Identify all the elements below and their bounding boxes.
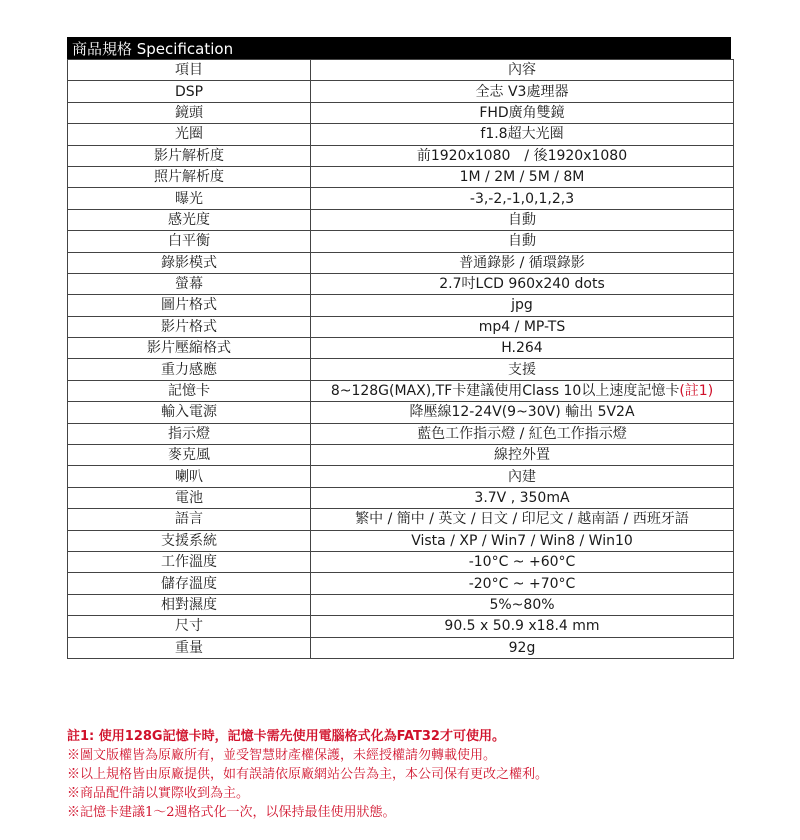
spec-value (311, 102, 734, 123)
spec-item: 相對濕度 (68, 594, 311, 615)
spec-value-text: 內建 (508, 468, 536, 485)
spec-value-text: 線控外置 (494, 447, 550, 464)
spec-value (311, 380, 734, 401)
table-row (68, 102, 734, 123)
spec-title-bar (238, 37, 731, 59)
spec-value (311, 359, 734, 380)
spec-value-text: Vista / XP / Win7 / Win8 / Win10 (411, 532, 633, 549)
spec-value-text: 全志 V3處理器 (475, 83, 569, 100)
table-row (68, 359, 734, 380)
spec-value-text: 自動 (508, 233, 536, 250)
note-1: 註1: 使用128G記憶卡時，記憶卡需先使用電腦格式化為FAT32才可使用。 (67, 729, 505, 744)
spec-item: 指示燈 (68, 423, 311, 444)
spec-value-text: FHD廣角雙鏡 (479, 104, 565, 121)
spec-value-text: 普通錄影 / 循環錄影 (459, 254, 585, 271)
spec-item: 重量 (68, 637, 311, 658)
table-row (68, 209, 734, 230)
spec-item: 螢幕 (68, 273, 311, 294)
spec-value-text: -10°C ~ +60°C (468, 554, 576, 571)
spec-value (311, 124, 734, 145)
spec-item: 電池 (68, 487, 311, 508)
spec-value-text: 自動 (508, 211, 536, 228)
spec-item: 鏡頭 (68, 102, 311, 123)
spec-value (311, 316, 734, 337)
spec-value-text: 8~128G(MAX),TF卡建議使用Class 10以上速度記憶卡 (330, 383, 680, 400)
spec-value (311, 252, 734, 273)
spec-value-text: f1.8超大光圈 (480, 126, 564, 143)
table-row (68, 273, 734, 294)
spec-value-text: -3,-2,-1,0,1,2,3 (469, 190, 575, 207)
spec-item: 影片格式 (68, 316, 311, 337)
spec-item: 影片解析度 (68, 145, 311, 166)
spec-item: 影片壓縮格式 (68, 338, 311, 359)
table-row (68, 124, 734, 145)
spec-value-text: H.264 (501, 340, 543, 357)
spec-table-section (67, 37, 731, 659)
spec-value-text: mp4 / MP-TS (478, 318, 566, 335)
spec-value (311, 166, 734, 187)
spec-item: 麥克風 (68, 445, 311, 466)
spec-item: 白平衡 (68, 231, 311, 252)
spec-value (311, 573, 734, 594)
note-item: ※商品配件請以實際收到為主。 (67, 786, 250, 801)
table-row (68, 487, 734, 508)
table-row (68, 81, 734, 102)
spec-value-text: 前1920x1080 / 後1920x1080 (416, 147, 628, 164)
spec-value-text: 降壓線12-24V(9~30V) 輸出 5V2A (409, 404, 635, 421)
spec-value (311, 509, 734, 530)
table-row (68, 145, 734, 166)
table-row (68, 252, 734, 273)
table-row (68, 188, 734, 209)
spec-value-text: 支援 (508, 361, 536, 378)
spec-value (311, 402, 734, 423)
spec-value-note: (註1) (679, 383, 714, 400)
column-header-item: 項目 (68, 60, 311, 81)
table-row (68, 616, 734, 637)
spec-value (311, 295, 734, 316)
table-row (68, 530, 734, 551)
table-row (68, 402, 734, 423)
spec-value (311, 594, 734, 615)
spec-item: 工作溫度 (68, 551, 311, 572)
table-row (68, 509, 734, 530)
spec-value-text: 1M / 2M / 5M / 8M (459, 169, 585, 186)
spec-item: 語言 (68, 509, 311, 530)
spec-value (311, 466, 734, 487)
spec-value (311, 231, 734, 252)
spec-item: 照片解析度 (68, 166, 311, 187)
spec-item: 儲存溫度 (68, 573, 311, 594)
spec-value (311, 273, 734, 294)
table-row (68, 637, 734, 658)
spec-value-text: 2.7吋LCD 960x240 dots (439, 276, 605, 293)
spec-value-text: jpg (511, 297, 533, 314)
table-row (68, 316, 734, 337)
spec-value-text: 3.7V , 350mA (474, 490, 570, 506)
table-row (68, 551, 734, 572)
table-row (68, 466, 734, 487)
spec-value (311, 145, 734, 166)
spec-item: 尺寸 (68, 616, 311, 637)
spec-value-text: 92g (508, 639, 536, 656)
spec-value (311, 338, 734, 359)
table-header-row (68, 60, 734, 81)
notes-section (67, 727, 767, 822)
note-item: ※圖文版權皆為原廠所有，並受智慧財產權保護，未經授權請勿轉載使用。 (67, 748, 497, 763)
column-header-content: 內容 (311, 60, 734, 81)
spec-value (311, 209, 734, 230)
spec-item: 錄影模式 (68, 252, 311, 273)
spec-item: 支援系統 (68, 530, 311, 551)
table-row (68, 295, 734, 316)
spec-item: 記憶卡 (68, 380, 311, 401)
spec-table (67, 59, 734, 659)
spec-value (311, 423, 734, 444)
spec-item: 曝光 (68, 188, 311, 209)
spec-value (311, 81, 734, 102)
table-row (68, 380, 734, 401)
spec-value (311, 616, 734, 637)
spec-value (311, 637, 734, 658)
spec-value-text: 繁中 / 簡中 / 英文 / 日文 / 印尼文 / 越南語 / 西班牙語 (355, 511, 689, 528)
table-row (68, 573, 734, 594)
spec-value (311, 487, 734, 508)
spec-item: 光圈 (68, 124, 311, 145)
note-item: ※以上規格皆由原廠提供，如有誤請依原廠網站公告為主，本公司保有更改之權利。 (67, 767, 549, 782)
spec-value-text: -20°C ~ +70°C (468, 575, 576, 592)
table-row (68, 445, 734, 466)
spec-item: 感光度 (68, 209, 311, 230)
spec-item: 喇叭 (68, 466, 311, 487)
table-row (68, 423, 734, 444)
spec-value-text: 90.5 x 50.9 x18.4 mm (444, 618, 600, 635)
spec-value (311, 551, 734, 572)
spec-value (311, 188, 734, 209)
spec-item: 重力感應 (68, 359, 311, 380)
table-row (68, 594, 734, 615)
table-row (68, 231, 734, 252)
spec-value (311, 445, 734, 466)
table-row (68, 338, 734, 359)
spec-title: 商品規格 Specification (67, 37, 238, 59)
table-row (68, 166, 734, 187)
spec-item: 圖片格式 (68, 295, 311, 316)
note-item: ※記憶卡建議1～2週格式化一次，以保持最佳使用狀態。 (67, 805, 396, 820)
spec-value-text: 5%~80% (489, 596, 555, 613)
spec-item: DSP (68, 81, 311, 102)
spec-value (311, 530, 734, 551)
spec-item: 輸入電源 (68, 402, 311, 423)
spec-value-text: 藍色工作指示燈 / 紅色工作指示燈 (417, 425, 627, 442)
